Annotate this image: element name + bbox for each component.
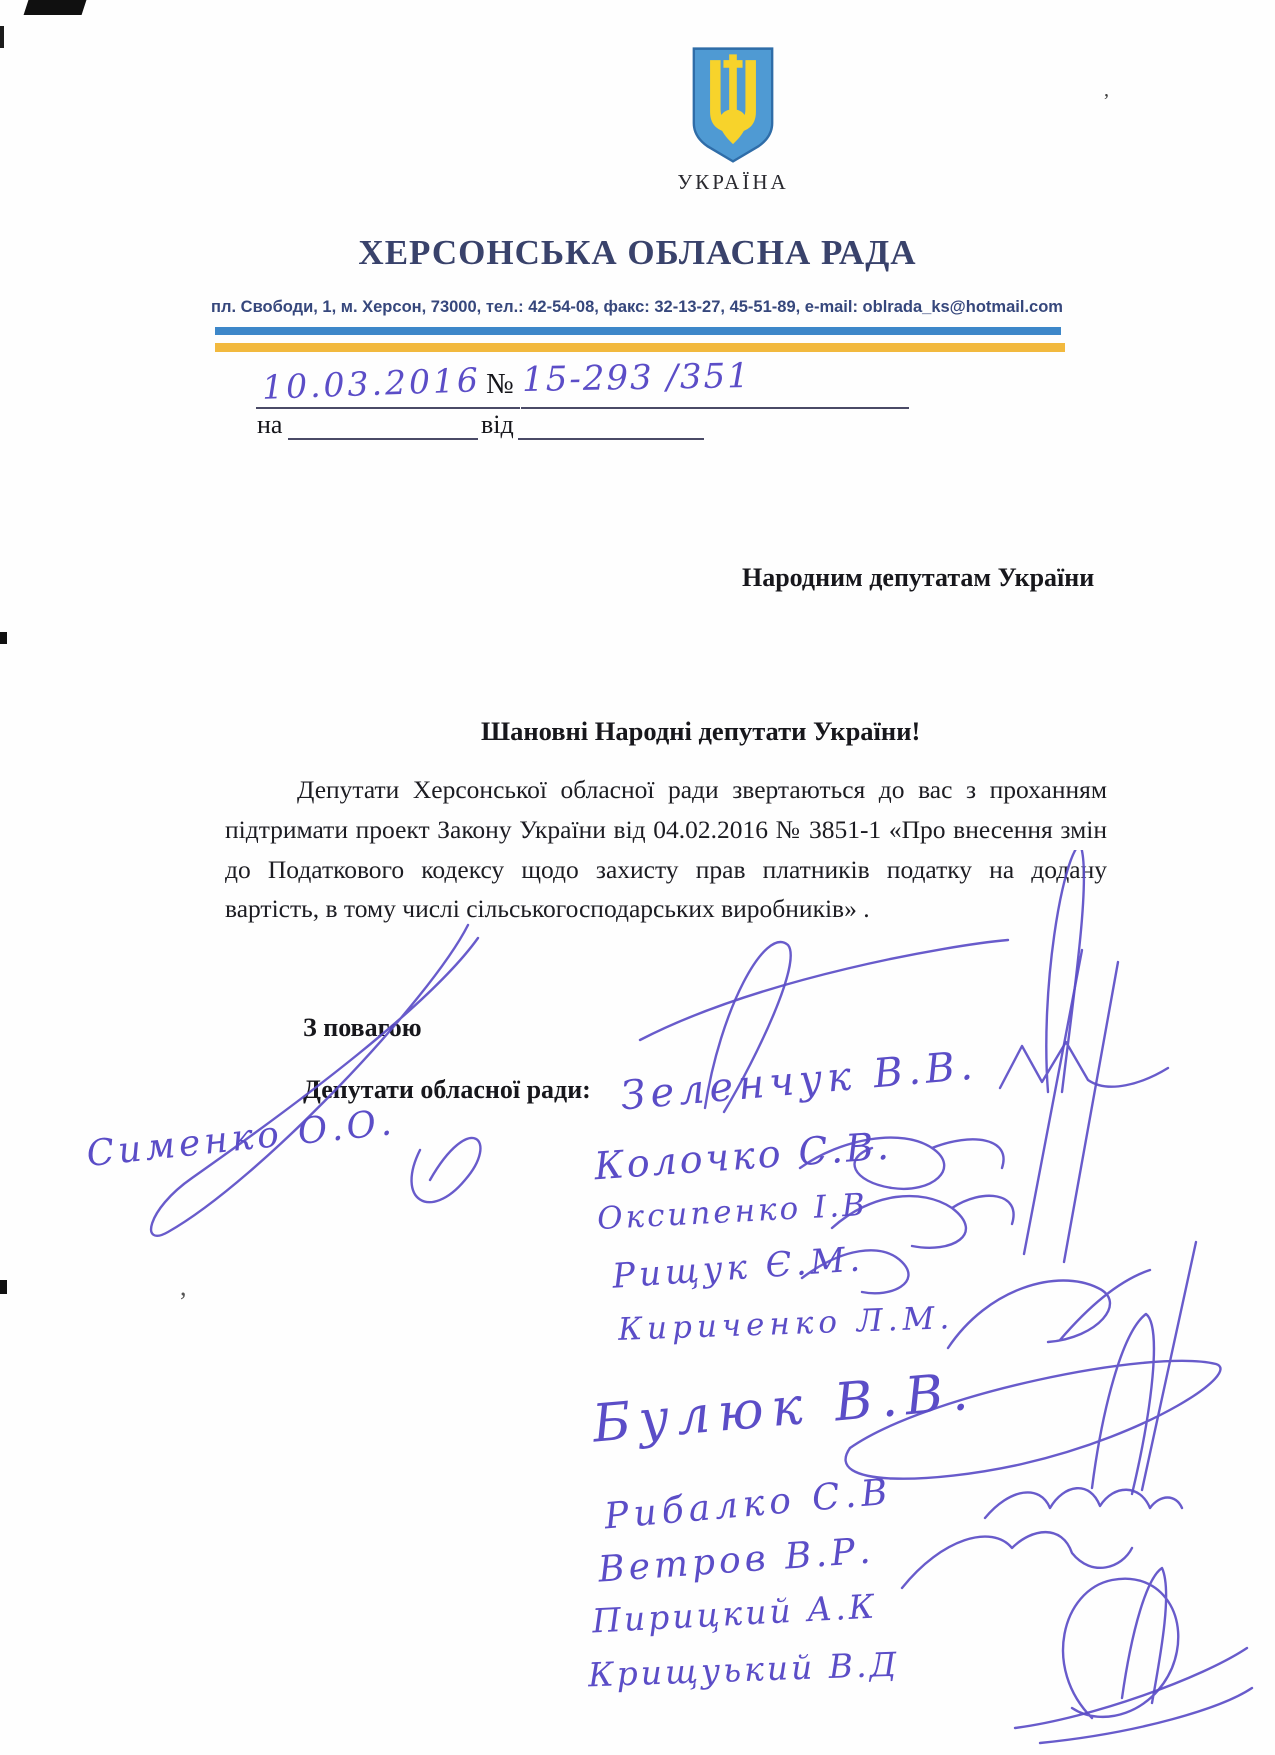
reply-to-label: на [257, 410, 283, 439]
scan-artifact-top-left [24, 0, 87, 15]
number-sign-label: № [486, 368, 514, 400]
letter-body-paragraph: Депутати Херсонської обласної ради звертаються до вас з проханням підтримати проект Закону України від 04.02.2016 № 3851-1 «Про внесення змін до Податкового кодексу щодо захисту прав платників податку на додану вартість, в тому числі сільськогосподарських виробників» . [225, 775, 1107, 924]
handwritten-date: 10.03.2016 [261, 360, 482, 407]
bottom-paraph-flourish [1063, 1568, 1178, 1718]
ukraine-trident-emblem [690, 44, 776, 166]
rybalko-paraph-flourish [985, 1488, 1182, 1518]
reply-to-underline [288, 438, 478, 440]
flag-stripe-blue [215, 327, 1061, 335]
kolochko-paraph-flourish [800, 1138, 1004, 1189]
signature-name: Рибалко С.В [602, 1471, 895, 1538]
scan-artifact-edge-tick [0, 632, 7, 644]
zelenchuk-paraph-flourish [1000, 850, 1168, 1092]
signature-name: Кириченко Л.М. [617, 1300, 955, 1348]
scan-speck: , [180, 1272, 187, 1301]
signature-name: Зеленчук В.В. [618, 1042, 980, 1120]
signers-label-loop-flourish [705, 942, 791, 1112]
addressee-line: Народним депутатам України [742, 563, 1095, 592]
number-underline [521, 407, 909, 409]
salutation-line: Шановні Народні депутати України! [481, 716, 921, 746]
simenko-flourish [151, 925, 480, 1236]
signature-flourishes [0, 850, 1275, 1755]
kyrychenko-paraph-flourish [948, 1270, 1150, 1348]
bottom-sweep-flourish [1015, 1648, 1252, 1743]
handwritten-outgoing-number: 15-293 /351 [521, 356, 752, 400]
signature-name: Сименко О.О. [84, 1101, 398, 1176]
date-underline [256, 407, 520, 409]
letterhead-address: пл. Свободи, 1, м. Херсон, 73000, тел.: 42-54-08, факс: 32-13-27, 45-51-89, e-mail: oblrada_ks@hotmail.com [211, 298, 1063, 316]
organization-title: ХЕРСОНСЬКА ОБЛАСНА РАДА [358, 233, 917, 272]
from-date-underline [518, 438, 704, 440]
signature-name: Пирицкий А.К [591, 1586, 878, 1641]
scan-artifact-edge-tick [0, 26, 4, 48]
signature-name: Колочко С.В. [592, 1123, 893, 1189]
crossing-stroke-flourish [1024, 950, 1118, 1262]
vetrov-paraph-flourish [902, 1532, 1132, 1588]
signature-name: Крищуький В.Д [587, 1644, 900, 1695]
flag-stripe-yellow [215, 343, 1065, 352]
ryshchuk-paraph-flourish [802, 1250, 908, 1293]
signers-label: Депутати обласної ради: [303, 1075, 591, 1104]
regards-line: З повагою [303, 1013, 422, 1042]
signature-name: Булюк В.В. [590, 1361, 979, 1455]
signature-name: Ветров В.Р. [596, 1530, 876, 1591]
scan-speck: ’ [1103, 90, 1110, 112]
bulyuk-paraph-flourish [846, 1242, 1221, 1494]
from-date-label: від [481, 410, 514, 439]
signature-name: Рищук Є.М. [610, 1239, 866, 1297]
zelenchuk-overline-flourish [640, 940, 1008, 1040]
signature-name: Оксипенко І.В [596, 1186, 869, 1238]
country-label: УКРАЇНА [677, 170, 789, 194]
oksypenko-paraph-flourish [832, 1196, 1014, 1248]
